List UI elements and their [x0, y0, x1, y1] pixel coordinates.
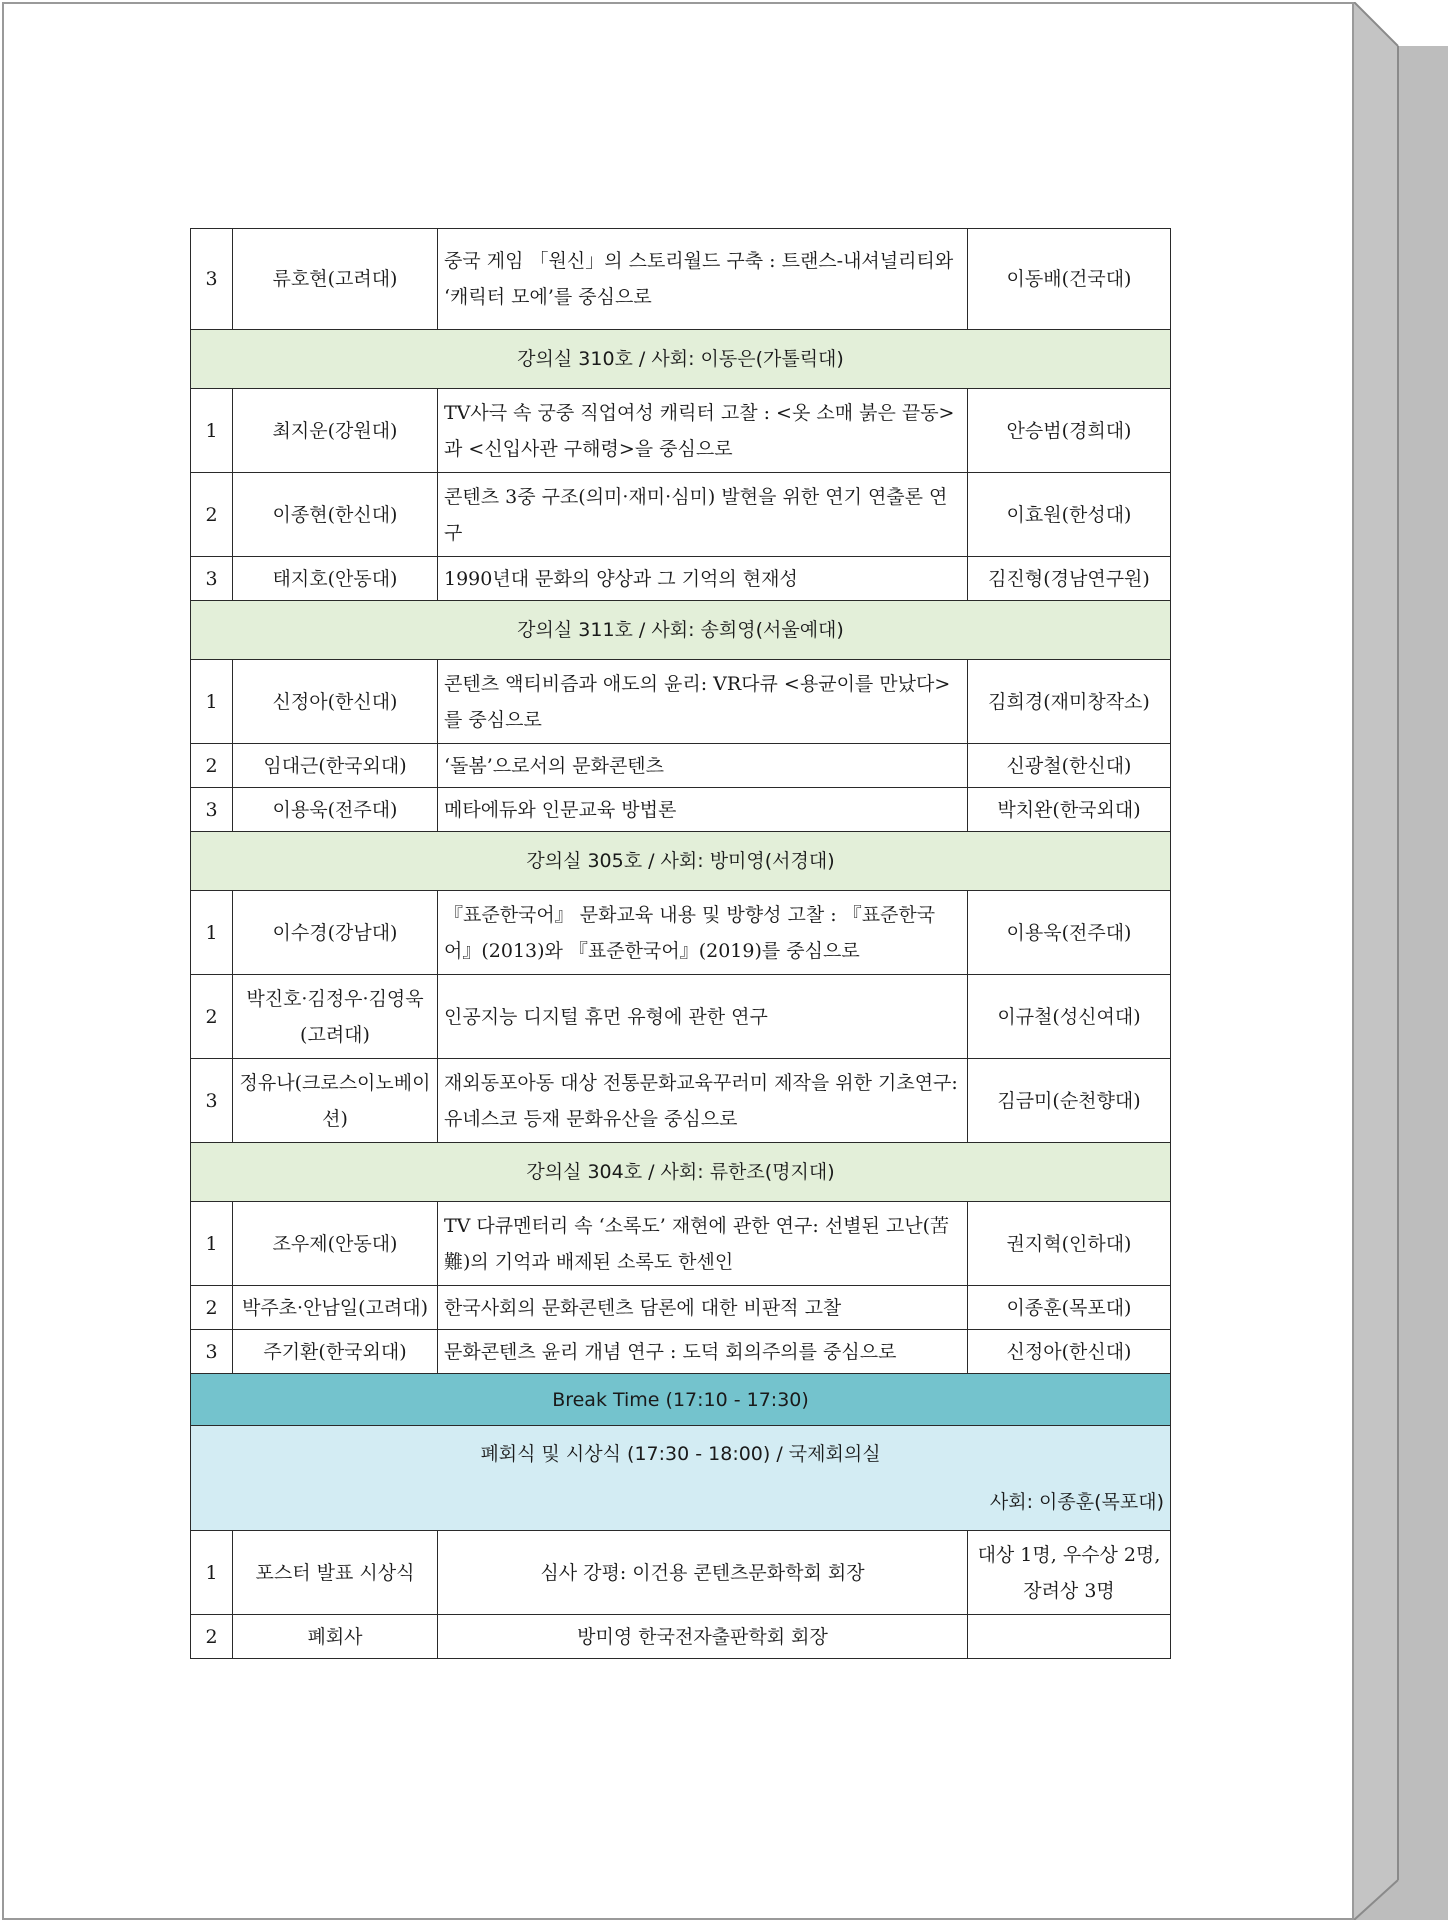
table-row	[191, 473, 1171, 557]
paper-title: 1990년대 문화의 양상과 그 기억의 현재성	[438, 557, 968, 601]
paper-title: 한국사회의 문화콘텐츠 담론에 대한 비판적 고찰	[438, 1286, 968, 1330]
presenter-name: 류호현(고려대)	[233, 229, 438, 330]
discussant-name: 안승범(경희대)	[968, 389, 1171, 473]
table-row	[191, 744, 1171, 788]
closing-title: 폐회식 및 시상식 (17:30 - 18:00) / 국제회의실	[480, 1443, 881, 1465]
row-number: 3	[191, 1059, 233, 1143]
presenter-name: 태지호(안동대)	[233, 557, 438, 601]
presenter-name: 최지운(강원대)	[233, 389, 438, 473]
presenter-name: 박진호·김정우·김영욱(고려대)	[233, 975, 438, 1059]
break-time-banner: Break Time (17:10 - 17:30)	[191, 1374, 1171, 1426]
row-number: 2	[191, 975, 233, 1059]
paper-title: ‘돌봄’으로서의 문화콘텐츠	[438, 744, 968, 788]
row-number: 2	[191, 744, 233, 788]
row-number: 1	[191, 389, 233, 473]
presenter-name: 임대근(한국외대)	[233, 744, 438, 788]
discussant-name: 이종훈(목포대)	[968, 1286, 1171, 1330]
table-row	[191, 389, 1171, 473]
row-number: 1	[191, 1531, 233, 1615]
table-row	[191, 557, 1171, 601]
presenter-name: 정유나(크로스이노베이션)	[233, 1059, 438, 1143]
discussant-name: 신광철(한신대)	[968, 744, 1171, 788]
discussant-name: 김금미(순천향대)	[968, 1059, 1171, 1143]
row-number: 2	[191, 473, 233, 557]
section-header-row	[191, 330, 1171, 389]
section-header-305: 강의실 305호 / 사회: 방미영(서경대)	[191, 832, 1171, 891]
discussant-name: 이규철(성신여대)	[968, 975, 1171, 1059]
program-item: 포스터 발표 시상식	[233, 1531, 438, 1615]
paper-title: 재외동포아동 대상 전통문화교육꾸러미 제작을 위한 기초연구: 유네스코 등재 문화유산을 중심으로	[438, 1059, 968, 1143]
break-row	[191, 1374, 1171, 1426]
paper-title: 인공지능 디지털 휴먼 유형에 관한 연구	[438, 975, 968, 1059]
table-row	[191, 229, 1171, 330]
closing-header-row	[191, 1426, 1171, 1531]
discussant-name: 권지혁(인하대)	[968, 1202, 1171, 1286]
presenter-name: 박주초·안남일(고려대)	[233, 1286, 438, 1330]
paper-title: 중국 게임 「원신」의 스토리월드 구축 : 트랜스-내셔널리티와 ‘캐릭터 모에’를 중심으로	[438, 229, 968, 330]
presenter-name: 주기환(한국외대)	[233, 1330, 438, 1374]
paper-title: TV사극 속 궁중 직업여성 캐릭터 고찰 : <옷 소매 붉은 끝동>과 <신입사관 구해령>을 중심으로	[438, 389, 968, 473]
discussant-name: 이동배(건국대)	[968, 229, 1171, 330]
page-stack-edge	[1354, 2, 1448, 1920]
row-number: 3	[191, 1330, 233, 1374]
discussant-name: 박치완(한국외대)	[968, 788, 1171, 832]
program-note	[968, 1615, 1171, 1659]
program-schedule-table	[190, 228, 1171, 1659]
row-number: 1	[191, 660, 233, 744]
paper-title: 콘텐츠 액티비즘과 애도의 윤리: VR다큐 <용균이를 만났다>를 중심으로	[438, 660, 968, 744]
row-number: 3	[191, 788, 233, 832]
presenter-name: 이종현(한신대)	[233, 473, 438, 557]
row-number: 1	[191, 1202, 233, 1286]
table-row	[191, 975, 1171, 1059]
presenter-name: 이용욱(전주대)	[233, 788, 438, 832]
paper-title: 『표준한국어』 문화교육 내용 및 방향성 고찰 : 『표준한국어』(2013)와 『표준한국어』(2019)를 중심으로	[438, 891, 968, 975]
table-row	[191, 1059, 1171, 1143]
section-header-row	[191, 601, 1171, 660]
table-row	[191, 1202, 1171, 1286]
discussant-name: 김희경(재미창작소)	[968, 660, 1171, 744]
discussant-name: 이용욱(전주대)	[968, 891, 1171, 975]
row-number: 3	[191, 229, 233, 330]
row-number: 2	[191, 1286, 233, 1330]
table-row	[191, 1330, 1171, 1374]
presenter-name: 이수경(강남대)	[233, 891, 438, 975]
row-number: 2	[191, 1615, 233, 1659]
section-header-row	[191, 832, 1171, 891]
discussant-name: 신정아(한신대)	[968, 1330, 1171, 1374]
paper-title: 콘텐츠 3중 구조(의미·재미·심미) 발현을 위한 연기 연출론 연구	[438, 473, 968, 557]
program-detail: 심사 강평: 이건용 콘텐츠문화학회 회장	[438, 1531, 968, 1615]
closing-host: 사회: 이종훈(목포대)	[989, 1491, 1164, 1513]
row-number: 3	[191, 557, 233, 601]
presenter-name: 조우제(안동대)	[233, 1202, 438, 1286]
paper-title: 문화콘텐츠 윤리 개념 연구 : 도덕 회의주의를 중심으로	[438, 1330, 968, 1374]
section-header-311: 강의실 311호 / 사회: 송희영(서울예대)	[191, 601, 1171, 660]
presenter-name: 신정아(한신대)	[233, 660, 438, 744]
discussant-name: 이효원(한성대)	[968, 473, 1171, 557]
closing-ceremony-banner	[191, 1426, 1171, 1531]
program-note: 대상 1명, 우수상 2명, 장려상 3명	[968, 1531, 1171, 1615]
table-row	[191, 891, 1171, 975]
section-header-310: 강의실 310호 / 사회: 이동은(가톨릭대)	[191, 330, 1171, 389]
paper-title: TV 다큐멘터리 속 ‘소록도’ 재현에 관한 연구: 선별된 고난(苦難)의 기억과 배제된 소록도 한센인	[438, 1202, 968, 1286]
discussant-name: 김진형(경남연구원)	[968, 557, 1171, 601]
section-header-row	[191, 1143, 1171, 1202]
table-row	[191, 1615, 1171, 1659]
table-row	[191, 1531, 1171, 1615]
program-item: 폐회사	[233, 1615, 438, 1659]
table-row	[191, 788, 1171, 832]
table-row	[191, 660, 1171, 744]
table-row	[191, 1286, 1171, 1330]
section-header-304: 강의실 304호 / 사회: 류한조(명지대)	[191, 1143, 1171, 1202]
row-number: 1	[191, 891, 233, 975]
paper-title: 메타에듀와 인문교육 방법론	[438, 788, 968, 832]
program-detail: 방미영 한국전자출판학회 회장	[438, 1615, 968, 1659]
